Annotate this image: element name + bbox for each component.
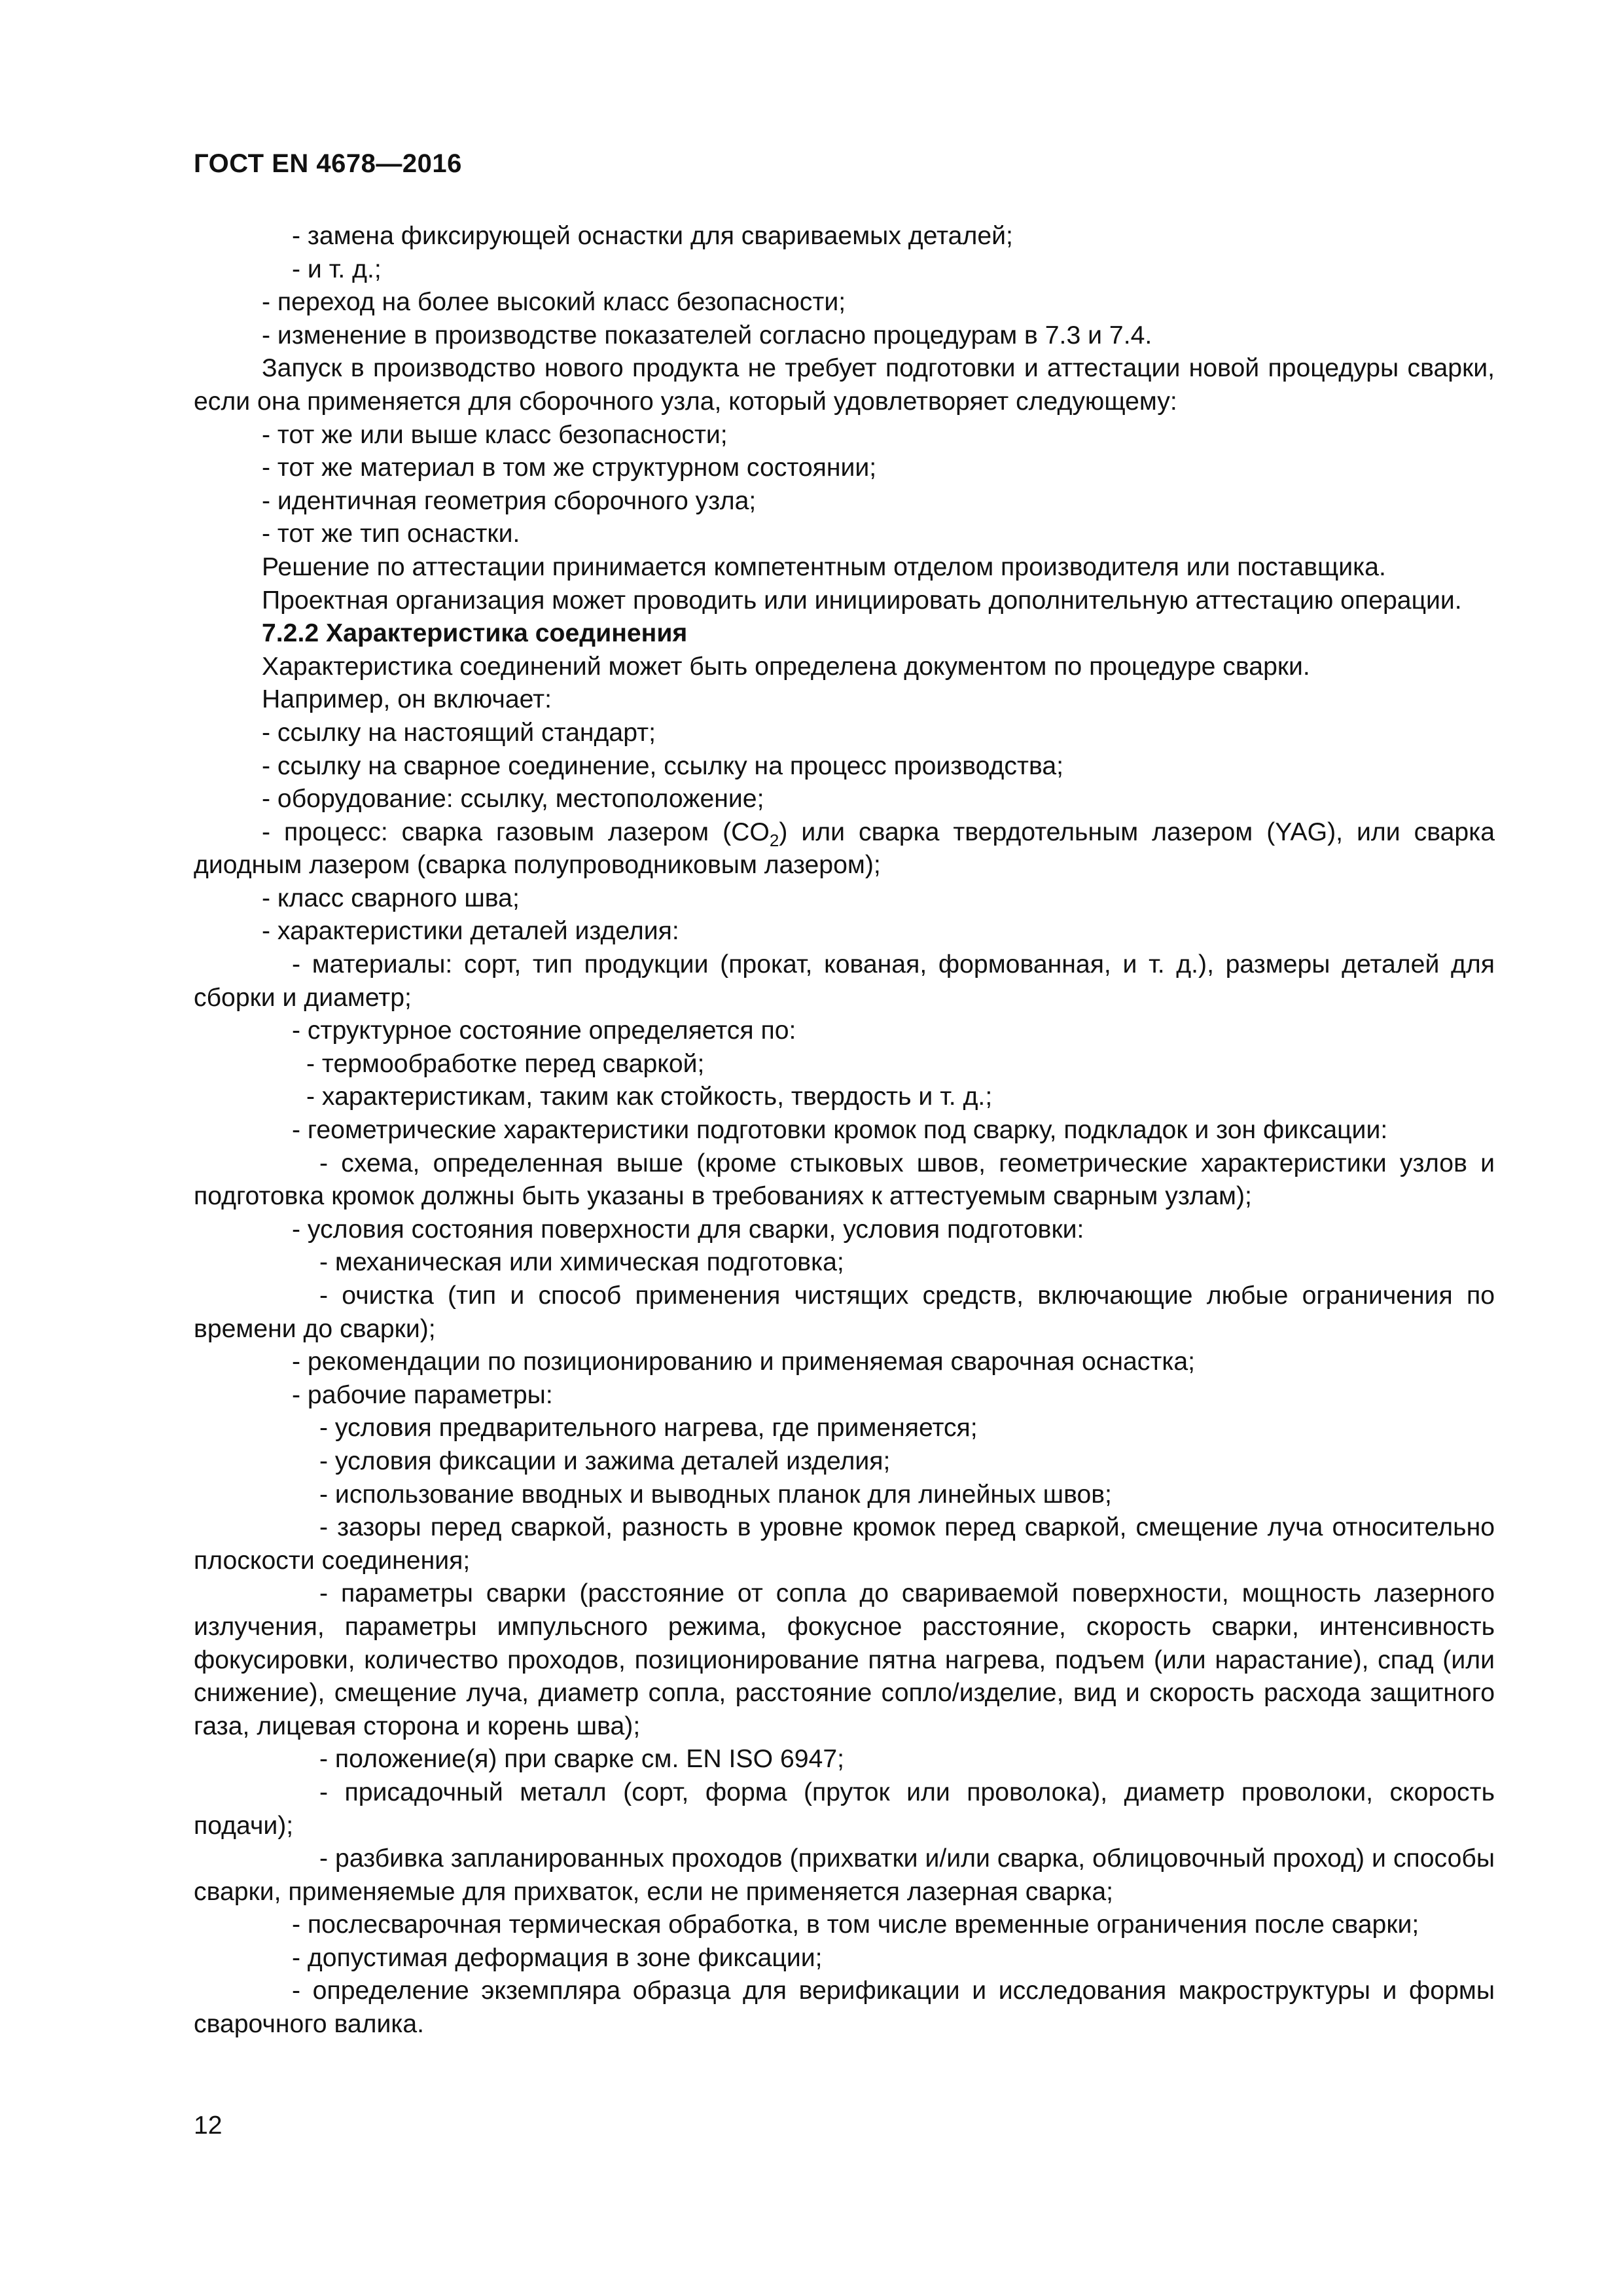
page-number: 12 (194, 2111, 223, 2140)
list-item: - условия предварительного нагрева, где применяется; (319, 1414, 978, 1443)
text-run: - процесс: сварка газовым лазером (CO (262, 817, 770, 846)
list-item: - определение экземпляра образца для верификации и исследования макроструктуры и формы сварочного валика. (194, 1977, 1495, 2039)
list-item: - рекомендации по позиционированию и применяемая сварочная оснастка; (292, 1348, 1196, 1376)
list-item: - ссылку на сварное соединение, ссылку на процесс производства; (262, 751, 1064, 780)
document-body (194, 220, 1495, 2041)
list-item: - ссылку на настоящий стандарт; (262, 718, 656, 747)
list-item: - и т. д.; (292, 255, 382, 283)
list-item: - присадочный металл (сорт, форма (пруток или проволока), диаметр проволоки, скорость подачи); (194, 1778, 1495, 1840)
list-item: - идентичная геометрия сборочного узла; (262, 486, 757, 515)
paragraph: Проектная организация может проводить или инициировать дополнительную аттестацию операции. (262, 586, 1462, 615)
list-item: - тот же или выше класс безопасности; (262, 420, 728, 449)
list-item: - использование вводных и выводных планок для линейных швов; (319, 1480, 1112, 1509)
list-item: - термообработке перед сваркой; (306, 1049, 705, 1078)
list-item: - послесварочная термическая обработка, в том числе временные ограничения после сварки; (292, 1910, 1419, 1939)
list-item: - оборудование: ссылку, местоположение; (262, 785, 764, 814)
list-item: - структурное состояние определяется по: (292, 1016, 796, 1045)
list-item: - схема, определенная выше (кроме стыковых швов, геометрические характеристики узлов и подготовка кромок должны быть указаны в требованиях к аттестуемым сварным узлам); (194, 1149, 1495, 1211)
list-item: - допустимая деформация в зоне фиксации; (292, 1943, 823, 1972)
list-item: - условия состояния поверхности для сварки, условия подготовки: (292, 1215, 1084, 1244)
list-item: - условия фиксации и зажима деталей изделия; (319, 1446, 891, 1475)
list-item: - переход на более высокий класс безопасности; (262, 288, 846, 317)
list-item: - характеристикам, таким как стойкость, твердость и т. д.; (306, 1083, 993, 1111)
list-item-process (194, 816, 1495, 882)
list-item: - тот же материал в том же структурном состоянии; (262, 454, 877, 482)
list-item: - разбивка запланированных проходов (прихватки и/или сварка, облицовочный проход) и способы сварки, применяемые для прихваток, если не применяется лазерная сварка; (194, 1844, 1495, 1906)
page-header: ГОСТ EN 4678—2016 (194, 149, 462, 178)
list-item: - класс сварного шва; (262, 884, 520, 912)
subscript: 2 (769, 830, 779, 850)
list-item: - рабочие параметры: (292, 1380, 553, 1409)
list-item: - материалы: сорт, тип продукции (прокат, кованая, формованная, и т. д.), размеры деталей для сборки и диаметр; (194, 950, 1495, 1012)
list-item: - геометрические характеристики подготовки кромок под сварку, подкладок и зон фиксации: (292, 1116, 1388, 1145)
list-item: - изменение в производстве показателей согласно процедурам в 7.3 и 7.4. (262, 321, 1152, 350)
text-run: ) или сварка твердотельным лазером (YAG), или сварка диодным лазером (сварка полупроводниковым лазером); (194, 817, 1495, 880)
paragraph: Например, он включает: (262, 685, 552, 714)
list-item: - параметры сварки (расстояние от сопла до свариваемой поверхности, мощность лазерного излучения, параметры импульсного режима, фокусное расстояние, скорость сварки, интенсивность фокусировки, количество проходов, позиционирование пятна нагрева, подъем (или нарастание), спад (или снижение), смещение луча, диаметр сопла, расстояние сопло/изделие, вид и скорость расхода защитного газа, лицевая сторона и корень шва); (194, 1579, 1495, 1740)
list-item: - механическая или химическая подготовка; (319, 1248, 844, 1277)
list-item: - положение(я) при сварке см. EN ISO 6947; (319, 1745, 845, 1774)
list-item: - очистка (тип и способ применения чистящих средств, включающие любые ограничения по времени до сварки); (194, 1282, 1495, 1343)
list-item: - замена фиксирующей оснастки для свариваемых деталей; (292, 222, 1013, 250)
paragraph: Решение по аттестации принимается компетентным отделом производителя или поставщика. (262, 552, 1386, 581)
section-heading: 7.2.2 Характеристика соединения (262, 619, 688, 648)
paragraph: Запуск в производство нового продукта не требует подготовки и аттестации новой процедуры сварки, если она применяется для сборочного узла, который удовлетворяет следующему: (194, 354, 1495, 416)
paragraph: Характеристика соединений может быть определена документом по процедуре сварки. (262, 652, 1310, 681)
list-item: - характеристики деталей изделия: (262, 917, 679, 946)
list-item: - тот же тип оснастки. (262, 520, 520, 548)
list-item: - зазоры перед сваркой, разность в уровне кромок перед сваркой, смещение луча относительно плоскости соединения; (194, 1513, 1495, 1575)
